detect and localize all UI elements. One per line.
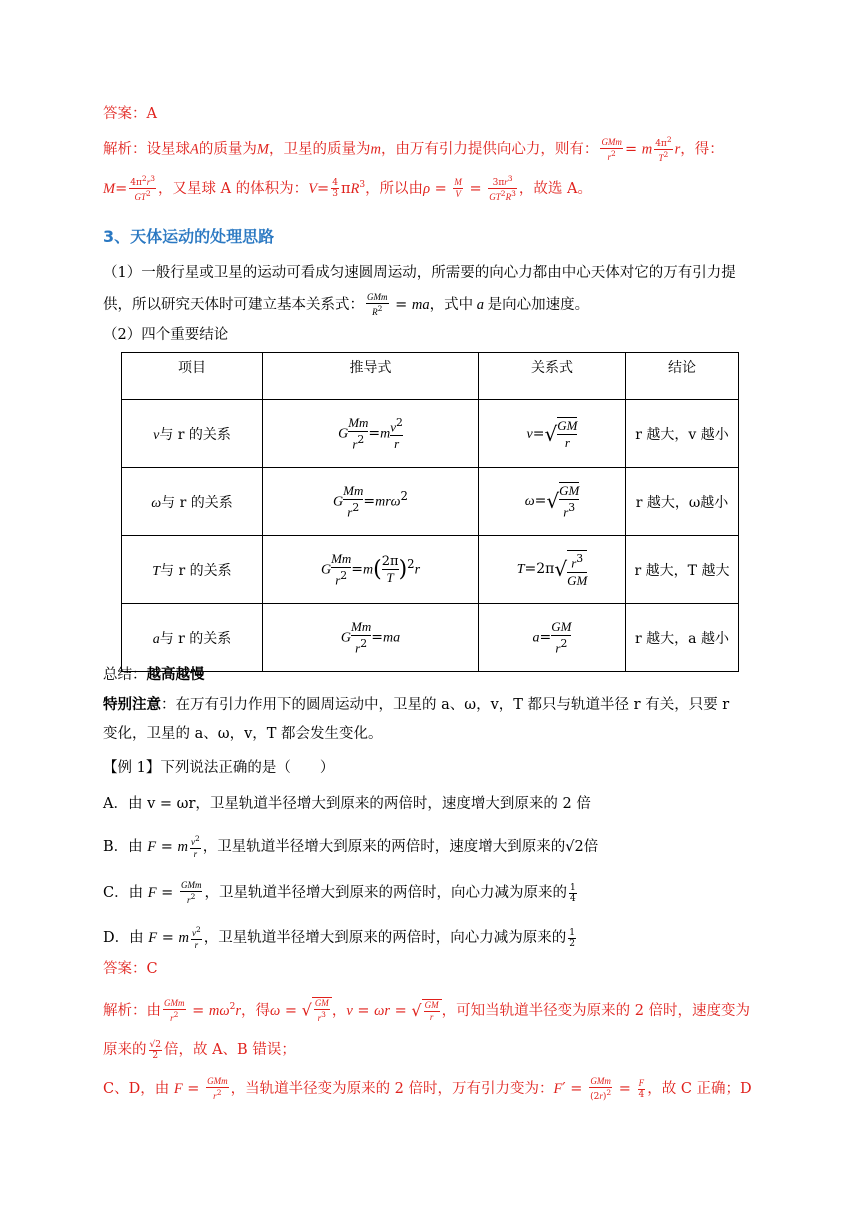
paragraph-1-line-1: （1）一般行星或卫星的运动可看成匀速圆周运动，所需要的向心力都由中心天体对它的万有引力提 [103,265,736,281]
row-derivation: G $\frac{Mm}{r^2}$ =m( $\frac{2\pi}{T}$ )$^2$r [263,536,479,604]
row-derivation: G $\frac{Mm}{r^2}$ =mrω$^2$ [263,468,479,536]
row-item: v与 r 的关系 [122,400,263,468]
example-1: 【例 1】下列说法正确的是（ ） [103,760,335,776]
table-row [122,536,739,604]
paragraph-2-title: （2）四个重要结论 [103,327,229,343]
row-conclusion: r 越大，a 越小 [626,604,739,672]
row-conclusion: r 越大，v 越小 [626,400,739,468]
row-derivation: G $\frac{Mm}{r^2}$ =m $\frac{v^2}{r}$ [263,400,479,468]
row-relation: ω=√ $\frac{GM}{r^3}$ [479,468,626,536]
answer-2: 答案：C [103,961,158,977]
table-row [122,604,739,672]
row-derivation: G $\frac{Mm}{r^2}$ =ma [263,604,479,672]
paragraph-1-line-2: 供，所以研究天体时可建立基本关系式： $\frac{\text{GMm}}{R^2}$ = ma，式中 a 是向心加速度。 [103,292,590,317]
row-relation: v=√ $\frac{GM}{r}$ [479,400,626,468]
option-a: A．由 v = ωr，卫星轨道半径增大到原来的两倍时，速度增大到原来的 2 倍 [103,796,591,812]
header-item: 项目 [122,353,263,400]
row-relation: T=2π√ $\frac{r^3}{GM}$ [479,536,626,604]
option-b: B．由 F = m $\frac{v^2}{r}$ ，卫星轨道半径增大到原来的两倍时，速度增大到原来的√2倍 [103,834,599,859]
row-item: a与 r 的关系 [122,604,263,672]
table-row [122,468,739,536]
table-header-row [122,353,739,400]
note-line-2: 变化，卫星的 a、ω，v，T 都会发生变化。 [103,726,383,742]
section-heading: 3、天体运动的处理思路 [103,227,275,246]
summary: 总结：越高越慢 [103,666,205,683]
analysis-1-line-2: M= $\frac{4\pi^2r^3}{GT^2}$ ，又星球 A 的体积为：V= $\frac{4}{3}$ $\pi R^3$，所以由ρ = $\frac{M}{V}$ = $\frac{3\pi r^3}{GT^2R^3}$ ，故选 A。 [103,174,592,203]
header-conclusion: 结论 [626,353,739,400]
analysis-1-line-1: 解析：设星球A的质量为M，卫星的质量为m，由万有引力提供向心力，则有： $\frac{\text{GMm}}{r^2}$ = m $\frac{4\pi^2}{T^2}$ r，得： [103,135,724,163]
option-c: C．由 F = $\frac{\text{GMm}}{r^2}$ ，卫星轨道半径增大到原来的两倍时，向心力减为原来的 $\frac{1}{4}$ [103,880,576,905]
table-row [122,400,739,468]
row-conclusion: r 越大，T 越大 [626,536,739,604]
header-derivation: 推导式 [263,353,479,400]
option-d: D．由 F = m $\frac{v^2}{r}$ ，卫星轨道半径增大到原来的两倍时，向心力减为原来的 $\frac{1}{2}$ [103,925,575,950]
answer-1: 答案：A [103,106,157,122]
analysis-2-line-3: C、D，由 F = $\frac{\text{GMm}}{r^2}$ ，当轨道半径变为原来的 2 倍时，万有引力变为：F′ = $\frac{\text{GMm}}{(2r)^2}$ = $\frac{F}{4}$ ，故 C 正确；D [103,1076,752,1102]
header-relation: 关系式 [479,353,626,400]
conclusions-table [121,352,739,672]
row-conclusion: r 越大，ω越小 [626,468,739,536]
row-item: T与 r 的关系 [122,536,263,604]
analysis-2-line-1: 解析：由 $\frac{\text{GMm}}{r^2}$ = $m\omega^2r$，得ω = √ $\frac{GM}{r^3}$ ，v = ωr = √ $\frac{GM}{r}$ ，可知当轨道半径变为原来的 2 倍时，速度变为 [103,997,751,1024]
row-item: ω与 r 的关系 [122,468,263,536]
note-line-1: 特别注意：在万有引力作用下的圆周运动中，卫星的 a、ω，v，T 都只与轨道半径 r 有关，只要 r [103,696,730,713]
analysis-2-line-2: 原来的 $\frac{√2}{2}$ 倍，故 A、B 错误； [103,1039,296,1061]
row-relation: a= $\frac{GM}{r^2}$ [479,604,626,672]
